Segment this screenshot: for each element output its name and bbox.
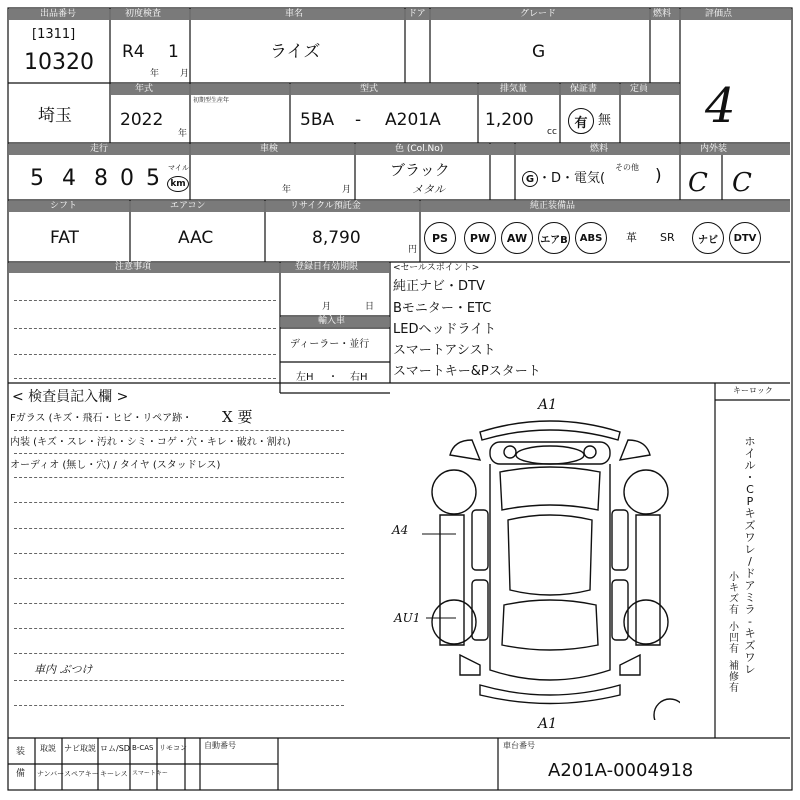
eval-label: 評価点 <box>705 9 733 19</box>
equip-pw: PW <box>464 222 496 254</box>
rc-6: キ <box>744 507 756 520</box>
inspector-line-2: 内装 (キズ・スレ・汚れ・シミ・コゲ・穴・キレ・破れ・割れ) <box>10 437 291 448</box>
region: 埼玉 <box>38 106 72 126</box>
registration-label: 登録日有効期限 <box>295 262 359 272</box>
rc-2: ル <box>744 459 756 472</box>
rc-1: イ <box>744 447 756 460</box>
equip-sunroof: SR <box>660 231 675 244</box>
capacity-label: 定員 <box>630 84 649 94</box>
hand-dot: ・ <box>328 372 338 383</box>
right-note-2: 小凹有 <box>729 622 739 655</box>
shift-label: シフト <box>50 201 78 211</box>
rc-4: C <box>746 483 754 496</box>
sales-point-2: Bモニター・ETC <box>393 301 492 316</box>
year-model-note: 初期型生産年 <box>193 97 230 104</box>
mileage-km-unit: km <box>167 176 189 192</box>
inspector-title: < 検査員記入欄 > <box>12 389 129 405</box>
warranty-no: 無 <box>598 113 612 128</box>
color-name: ブラック <box>390 161 450 179</box>
note-side-b: AU1 <box>394 611 421 625</box>
right-notes <box>726 572 742 694</box>
right-hand: 右H <box>350 372 368 383</box>
rc-11: ド <box>744 567 756 580</box>
sales-points-label: <セールスポイント> <box>393 263 480 273</box>
note-side-a: A4 <box>392 523 409 537</box>
f-spare-key: スペアキー <box>64 770 99 778</box>
year-model-label: 年式 <box>135 84 154 94</box>
month-unit: 月 <box>180 69 190 79</box>
right-note-1: 小キズ有 <box>729 572 739 616</box>
mileage-d2: 4 <box>62 166 76 191</box>
fuel-label: 燃料 <box>590 144 609 154</box>
car-name-label: 車名 <box>285 9 304 19</box>
mileage-d1: 5 <box>30 166 44 191</box>
mileage-label: 走行 <box>90 144 109 154</box>
year-model: 2022 <box>120 110 164 130</box>
first-reg-label: 初度検査 <box>125 9 162 19</box>
f-manual: 取説 <box>40 744 56 753</box>
inspector-line-1: Fガラス (キズ・飛石・ヒビ・リペア跡・ <box>10 413 193 424</box>
dealer-parallel: ディーラー・並行 <box>290 339 370 350</box>
interior-label: 内外装 <box>700 144 728 154</box>
footer-side-2: 備 <box>16 769 26 779</box>
note-arrows <box>404 520 464 640</box>
sales-point-4: スマートアシスト <box>393 343 496 358</box>
displacement-unit: cc <box>547 127 557 137</box>
x-mark: X 要 <box>222 408 253 426</box>
equip-aw: AW <box>501 222 533 254</box>
year-unit: 年 <box>150 69 160 79</box>
rc-16: キ <box>744 627 756 640</box>
rc-3: ・ <box>744 471 756 484</box>
fuel-label-top: 燃料 <box>653 9 672 19</box>
reg-day: 日 <box>365 302 375 312</box>
rc-9: レ <box>744 543 756 556</box>
rc-14: ラ <box>744 603 756 616</box>
equip-dtv: DTV <box>729 222 761 254</box>
keylock-label: キーロック <box>733 386 773 395</box>
note-a1-top: A1 <box>538 397 558 413</box>
rc-19: レ <box>744 663 756 676</box>
import-label: 輸入車 <box>318 316 346 326</box>
equip-airbag: エアB <box>538 222 570 254</box>
right-vertical-text <box>742 436 758 676</box>
equip-ps: PS <box>424 222 456 254</box>
f-keyless: キーレス <box>100 770 128 778</box>
left-hand: 左H <box>296 372 314 383</box>
footer-side-1: 装 <box>16 747 26 757</box>
color-handwritten: メタル <box>412 183 445 196</box>
model-sep: - <box>355 110 362 130</box>
lot-label: 出品番号 <box>40 9 77 19</box>
door-label: ドア <box>408 9 426 19</box>
inspection-label: 車検 <box>260 144 279 154</box>
rc-10: / <box>748 555 752 568</box>
recycle-value: 8,790 <box>312 228 361 248</box>
mileage-mile-unit: マイル <box>168 164 189 172</box>
model-code: A201A <box>385 110 441 130</box>
chassis-label: 車台番号 <box>503 741 535 750</box>
auto-number-label: 自動番号 <box>204 741 236 750</box>
fuel-gasoline: G <box>522 171 538 187</box>
mileage-d5: 5 <box>146 166 160 191</box>
color-label: 色 (Col.No) <box>395 144 444 154</box>
inspection-month-unit: 月 <box>342 185 352 195</box>
fuel-close: ) <box>655 166 662 186</box>
year-model-unit: 年 <box>178 129 188 139</box>
f-rom-sd: ロム/SD <box>100 744 130 753</box>
displacement-label: 排気量 <box>500 84 528 94</box>
equip-abs: ABS <box>575 222 607 254</box>
ticket-note: 車内 ぶつけ <box>34 663 93 676</box>
sales-point-5: スマートキー&Pスタート <box>393 364 541 379</box>
first-reg-era: R4 <box>122 42 145 62</box>
lot-code: [1311] <box>32 27 76 42</box>
model-prefix: 5BA <box>300 110 335 130</box>
grade-label: グレード <box>520 9 557 19</box>
lot-number: 10320 <box>24 50 94 75</box>
rc-12: ア <box>744 579 756 592</box>
equipment-label: 純正装備品 <box>530 201 576 211</box>
aircon-value: AAC <box>178 228 214 248</box>
reg-month: 月 <box>322 302 332 312</box>
mileage-d4: 0 <box>120 166 134 191</box>
fuel-options: ・D・電気( <box>538 171 606 186</box>
f-navi-manual: ナビ取説 <box>64 744 96 753</box>
inspection-year-unit: 年 <box>282 185 292 195</box>
note-a1-bottom: A1 <box>538 716 558 732</box>
shift-value: FAT <box>50 228 79 248</box>
car-name: ライズ <box>270 42 321 62</box>
notes-label: 注意事項 <box>115 262 152 272</box>
f-smart-key: スマートキー <box>132 770 168 777</box>
exterior-score: C <box>732 168 752 198</box>
chassis-number: A201A-0004918 <box>548 760 694 781</box>
equip-leather: 革 <box>626 231 637 244</box>
inspector-line-3: オーディオ (無し・穴) / タイヤ (スタッドレス) <box>10 460 221 471</box>
mileage-d3: 8 <box>94 166 108 191</box>
interior-score: C <box>688 168 708 198</box>
fuel-other-label: その他 <box>615 163 639 172</box>
overall-score: 4 <box>705 78 736 134</box>
equip-navi: ナビ <box>692 222 724 254</box>
recycle-unit: 円 <box>408 245 418 255</box>
f-number: ナンバー <box>37 770 65 778</box>
aircon-label: エアコン <box>170 201 206 211</box>
rc-0: ホ <box>744 435 756 448</box>
rc-5: P <box>746 495 754 508</box>
rc-13: ミ <box>744 591 756 604</box>
recycle-label: リサイクル預託金 <box>290 201 361 211</box>
first-reg-month: 1 <box>168 42 179 62</box>
sales-point-3: LEDヘッドライト <box>393 322 497 337</box>
warranty-yes: 有 <box>568 108 594 134</box>
rc-15: - <box>748 615 752 628</box>
model-label: 型式 <box>360 84 379 94</box>
grade-value: G <box>532 42 546 62</box>
warranty-label: 保証書 <box>570 84 598 94</box>
f-bcas: B-CAS <box>132 744 154 752</box>
displacement-value: 1,200 <box>485 110 534 130</box>
right-note-3: 補修有 <box>729 661 739 694</box>
f-remote: リモコン <box>159 744 187 752</box>
rc-17: ズ <box>744 639 756 652</box>
rc-18: ワ <box>744 651 756 664</box>
rc-7: ズ <box>744 519 756 532</box>
rc-8: ワ <box>744 531 756 544</box>
sales-point-1: 純正ナビ・DTV <box>393 279 485 294</box>
